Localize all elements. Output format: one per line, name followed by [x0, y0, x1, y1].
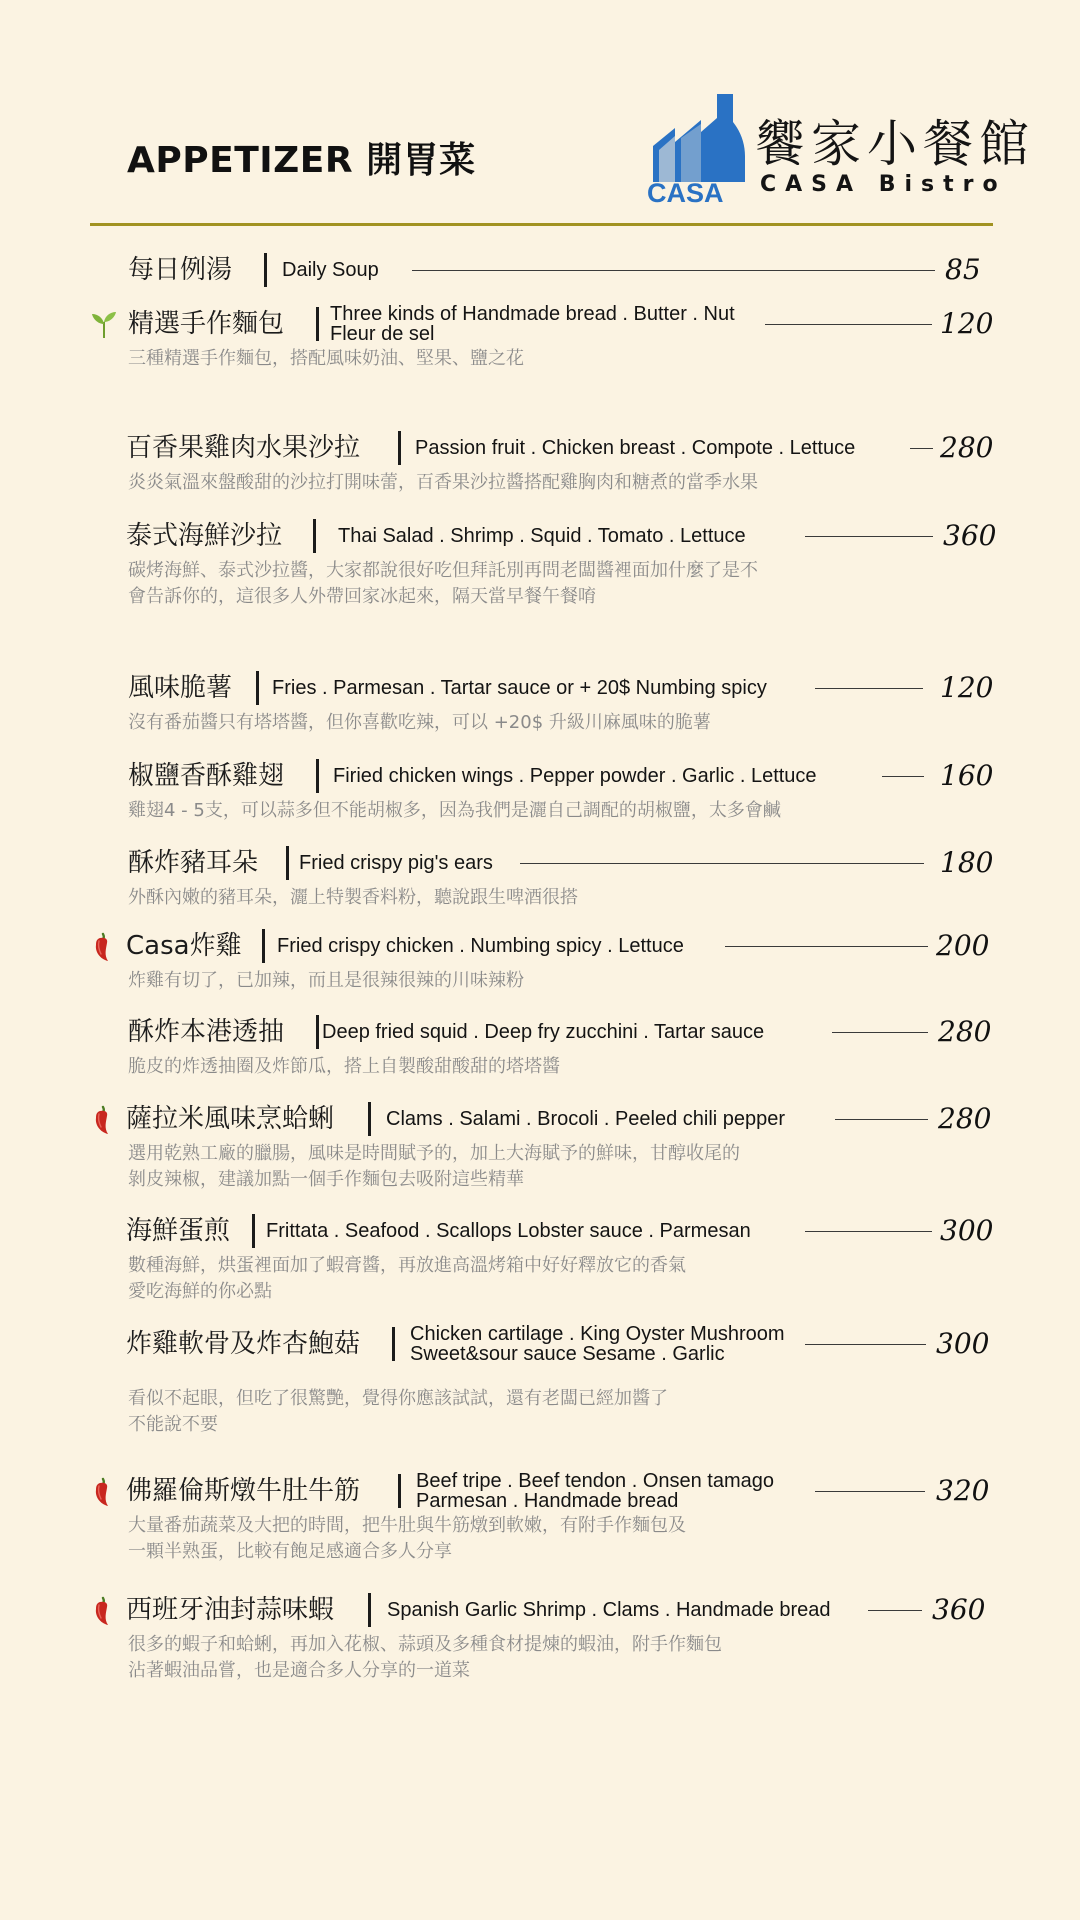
dish-price: 85: [945, 253, 981, 286]
dish-name-cn: 薩拉米風味烹蛤蜊: [126, 1104, 335, 1134]
dish-name-en-line: Firied chicken wings . Pepper powder . Garlic . Lettuce: [333, 765, 817, 787]
chili-icon: [88, 932, 116, 962]
dish-name-en: [387, 1588, 831, 1632]
name-separator: [316, 1015, 319, 1049]
dish-description-line: 沾著蝦油品嘗，也是適合多人分享的一道菜: [128, 1660, 470, 1681]
dish-description-line: 脆皮的炸透抽圈及炸節瓜，搭上自製酸甜酸甜的塔塔醬: [128, 1056, 560, 1077]
menu-item-header: [0, 302, 1080, 346]
dish-name-cn: 百香果雞肉水果沙拉: [126, 433, 361, 463]
dish-name-en: [266, 1209, 751, 1253]
dish-description: [128, 1632, 958, 1684]
name-separator: [286, 846, 289, 880]
dish-price: 280: [940, 431, 994, 464]
dish-name-en-line: Fleur de sel: [330, 323, 435, 345]
dish-name-cn: 西班牙油封蒜味蝦: [126, 1595, 335, 1625]
dish-price: 120: [940, 307, 994, 340]
name-separator: [398, 1474, 401, 1508]
dish-name-en-line: Parmesan . Handmade bread: [416, 1490, 679, 1512]
dish-name-cn: 椒鹽香酥雞翅: [128, 761, 285, 791]
dish-price: 120: [940, 671, 994, 704]
dish-price: 200: [936, 929, 990, 962]
menu-item-header: [0, 248, 1080, 292]
dish-name-en-line: Spanish Garlic Shrimp . Clams . Handmade bread: [387, 1599, 831, 1621]
dish-price: 360: [943, 519, 997, 552]
dish-description: [128, 470, 958, 496]
page-title: APPETIZER 開胃菜: [127, 140, 476, 181]
dish-name-en-line: Frittata . Seafood . Scallops Lobster sauce . Parmesan: [266, 1220, 751, 1242]
dish-description-line: 三種精選手作麵包，搭配風味奶油、堅果、鹽之花: [128, 348, 524, 369]
dish-name-en-line: Fried crispy chicken . Numbing spicy . Lettuce: [277, 935, 684, 957]
price-leader-line: [520, 863, 924, 864]
dish-price: 160: [940, 759, 994, 792]
dish-description-line: 數種海鮮，烘蛋裡面加了蝦膏醬，再放進高溫烤箱中好好釋放它的香氣: [128, 1255, 686, 1276]
menu-item-header: [0, 754, 1080, 798]
dish-description: [128, 1513, 958, 1565]
dish-name-en: [277, 924, 684, 968]
dish-name-en-line: Deep fried squid . Deep fry zucchini . Tartar sauce: [322, 1021, 765, 1043]
chili-icon: [88, 1105, 116, 1135]
price-leader-line: [815, 688, 923, 689]
menu-item-header: [0, 1097, 1080, 1141]
name-separator: [252, 1214, 255, 1248]
price-leader-line: [882, 776, 924, 777]
price-leader-line: [868, 1610, 922, 1611]
dish-description-line: 外酥內嫩的豬耳朵，灑上特製香料粉，聽說跟生啤酒很搭: [128, 887, 578, 908]
name-separator: [256, 671, 259, 705]
leaf-icon: [90, 310, 118, 340]
menu-item-header: [0, 426, 1080, 470]
dish-price: 180: [940, 846, 994, 879]
menu-item-header: [0, 924, 1080, 968]
dish-description-line: 選用乾熟工廠的臘腸，風味是時間賦予的，加上大海賦予的鮮味，甘醇收尾的: [128, 1143, 740, 1164]
brand-name-cn: 饗家小餐館: [755, 115, 1035, 173]
dish-description-line: 炎炎氣溫來盤酸甜的沙拉打開味蕾，百香果沙拉醬搭配雞胸肉和糖煮的當季水果: [128, 472, 758, 493]
dish-description: [128, 558, 958, 610]
dish-name-cn: 海鮮蛋煎: [126, 1216, 231, 1246]
dish-name-cn: 酥炸本港透抽: [128, 1017, 285, 1047]
dish-description: [128, 346, 958, 372]
dish-description-line: 不能說不要: [128, 1414, 218, 1435]
dish-description: [128, 1054, 958, 1080]
dish-description-line: 炸雞有切了，已加辣，而且是很辣很辣的川味辣粉: [128, 970, 524, 991]
dish-description-line: 會告訴你的，這很多人外帶回家冰起來，隔天當早餐午餐唷: [128, 586, 596, 607]
price-leader-line: [725, 946, 928, 947]
price-leader-line: [910, 448, 933, 449]
dish-price: 300: [940, 1214, 994, 1247]
price-leader-line: [835, 1119, 928, 1120]
name-separator: [262, 929, 265, 963]
price-leader-line: [805, 536, 933, 537]
dish-name-cn: 酥炸豬耳朵: [128, 848, 259, 878]
dish-description: [128, 885, 958, 911]
header-divider: [90, 223, 993, 226]
dish-description-line: 看似不起眼，但吃了很驚艷，覺得你應該試試，還有老闆已經加醬了: [128, 1388, 668, 1409]
svg-text:CASA: CASA: [647, 178, 724, 204]
menu-item-header: [0, 666, 1080, 710]
dish-name-en-line: Thai Salad . Shrimp . Squid . Tomato . Lettuce: [338, 525, 746, 547]
dish-price: 280: [938, 1015, 992, 1048]
name-separator: [392, 1327, 395, 1361]
dish-name-en-line: Three kinds of Handmade bread . Butter . Nut: [330, 303, 735, 325]
menu-item-header: [0, 1209, 1080, 1253]
menu-item-header: [0, 514, 1080, 558]
menu-item-header: [0, 1322, 1080, 1366]
dish-name-cn: 佛羅倫斯燉牛肚牛筋: [126, 1476, 361, 1506]
name-separator: [398, 431, 401, 465]
dish-name-en: [322, 1010, 764, 1054]
dish-name-en-line: Chicken cartilage . King Oyster Mushroom: [410, 1323, 785, 1345]
dish-name-en: [386, 1097, 785, 1141]
dish-name-en-line: Fried crispy pig's ears: [299, 852, 493, 874]
dish-description-line: 大量番茄蔬菜及大把的時間，把牛肚與牛筋燉到軟嫩，有附手作麵包及: [128, 1515, 686, 1536]
dish-price: 300: [936, 1327, 990, 1360]
dish-name-cn: 每日例湯: [128, 255, 233, 285]
casa-bottle-logo-icon: [645, 92, 745, 204]
dish-description: [128, 1253, 958, 1305]
menu-item-header: [0, 1469, 1080, 1513]
dish-description-line: 愛吃海鮮的你必點: [128, 1281, 272, 1302]
menu-item-header: [0, 841, 1080, 885]
dish-name-en-line: Sweet&sour sauce Sesame . Garlic: [410, 1343, 725, 1365]
price-leader-line: [832, 1032, 928, 1033]
price-leader-line: [815, 1491, 925, 1492]
dish-description: [128, 798, 958, 824]
brand-name-en: CASA Bistro: [760, 172, 1007, 197]
name-separator: [368, 1102, 371, 1136]
dish-description-line: 剝皮辣椒，建議加點一個手作麵包去吸附這些精華: [128, 1169, 524, 1190]
dish-description-line: 一顆半熟蛋，比較有飽足感適合多人分享: [128, 1541, 452, 1562]
price-leader-line: [805, 1231, 932, 1232]
name-separator: [316, 307, 319, 341]
dish-name-en: [416, 1471, 774, 1511]
dish-description: [128, 1141, 958, 1193]
name-separator: [264, 253, 267, 287]
dish-name-en-line: Beef tripe . Beef tendon . Onsen tamago: [416, 1470, 775, 1492]
dish-description-line: 沒有番茄醬只有塔塔醬，但你喜歡吃辣，可以 +20$ 升級川麻風味的脆薯: [128, 712, 711, 733]
dish-price: 360: [932, 1593, 986, 1626]
dish-price: 280: [938, 1102, 992, 1135]
dish-name-en: [272, 666, 767, 710]
dish-description-line: 碳烤海鮮、泰式沙拉醬，大家都說很好吃但拜託別再問老闆醬裡面加什麼了是不: [128, 560, 758, 581]
dish-name-en: [415, 426, 855, 470]
name-separator: [316, 759, 319, 793]
price-leader-line: [805, 1344, 926, 1345]
chili-icon: [88, 1596, 116, 1626]
dish-name-cn: 精選手作麵包: [128, 309, 285, 339]
dish-name-en: [330, 304, 735, 344]
dish-description: [128, 1386, 958, 1438]
dish-description-line: 很多的蝦子和蛤蜊，再加入花椒、蒜頭及多種食材提煉的蝦油，附手作麵包: [128, 1634, 722, 1655]
dish-name-en: [410, 1324, 785, 1364]
name-separator: [313, 519, 316, 553]
dish-name-en-line: Passion fruit . Chicken breast . Compote . Lettuce: [415, 437, 856, 459]
dish-name-cn: Casa炸雞: [126, 931, 242, 961]
dish-price: 320: [936, 1474, 990, 1507]
dish-description-line: 雞翅4 - 5支，可以蒜多但不能胡椒多，因為我們是灑自己調配的胡椒鹽，太多會鹹: [128, 800, 781, 821]
dish-description: [128, 710, 958, 736]
dish-name-en-line: Clams . Salami . Brocoli . Peeled chili pepper: [386, 1108, 786, 1130]
chili-icon: [88, 1477, 116, 1507]
dish-name-en: [333, 754, 817, 798]
price-leader-line: [765, 324, 932, 325]
dish-description: [128, 968, 958, 994]
dish-name-cn: 泰式海鮮沙拉: [126, 521, 283, 551]
dish-name-cn: 風味脆薯: [128, 673, 233, 703]
dish-name-en-line: Daily Soup: [282, 259, 379, 281]
menu-item-header: [0, 1588, 1080, 1632]
name-separator: [368, 1593, 371, 1627]
price-leader-line: [412, 270, 935, 271]
dish-name-en: [282, 248, 379, 292]
dish-name-en: [299, 841, 493, 885]
dish-name-cn: 炸雞軟骨及炸杏鮑菇: [126, 1329, 361, 1359]
dish-name-en-line: Fries . Parmesan . Tartar sauce or + 20$ Numbing spicy: [272, 677, 767, 699]
menu-item-header: [0, 1010, 1080, 1054]
dish-name-en: [338, 514, 746, 558]
